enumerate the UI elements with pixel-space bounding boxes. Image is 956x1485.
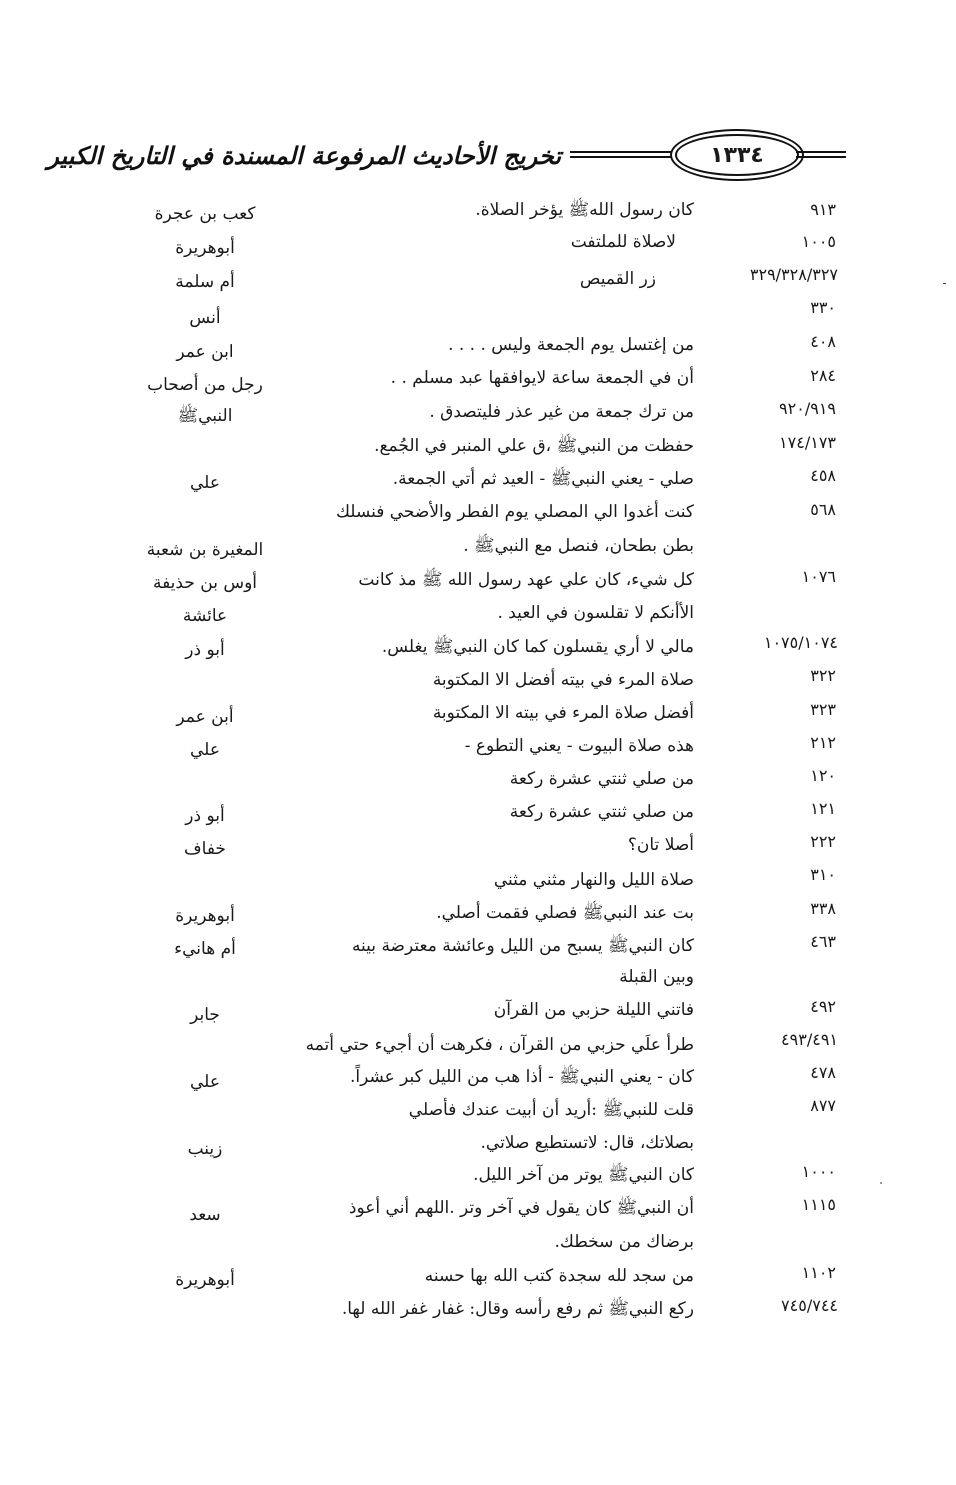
hadith-text: أن النبيﷺ كان يقول في آخر وتر .اللهم أني أعوذ <box>348 1198 694 1218</box>
hadith-text: من صلي ثنتي عشرة ركعة <box>509 802 694 822</box>
entry-number: ٢٨٤ <box>810 366 836 385</box>
narrator-name: علي <box>190 473 220 493</box>
hadith-text: أصلا تان؟ <box>627 835 694 855</box>
hadith-text: بصلاتك، قال: لاتستطيع صلاتي. <box>480 1133 694 1153</box>
narrator-name: ابن عمر <box>176 342 234 362</box>
entry-number: ٤٩٢ <box>810 997 836 1016</box>
entry-number: ١٠٧٦ <box>801 567 836 586</box>
page-number: ١٣٣٤ <box>710 142 764 168</box>
hadith-text: قلت للنبيﷺ :أريد أن أبيت عندك فأصلي <box>408 1100 694 1120</box>
entry-number: ٤٠٨ <box>810 332 836 351</box>
hadith-text: صلي - يعني النبيﷺ - العيد ثم أتي الجمعة. <box>392 469 694 489</box>
narrator-name: سعد <box>189 1205 221 1225</box>
hadith-text: كان النبيﷺ يسبح من الليل وعائشة معترضة بينه <box>351 936 694 956</box>
hadith-text: هذه صلاة البيوت - يعني التطوع - <box>464 736 694 756</box>
hadith-text: كل شيء، كان علي عهد رسول الله ﷺ مذ كانت <box>358 570 694 590</box>
entry-number: ٣١٠ <box>810 865 836 884</box>
scan-speck <box>880 1182 882 1184</box>
narrator-name: أوس بن حذيفة <box>152 573 258 593</box>
hadith-text: طرأ علَي حزبي من القرآن ، فكرهت أن أجيء حتي أتمه <box>305 1035 694 1055</box>
narrator-name: أبوهريرة <box>175 906 235 926</box>
hadith-text: من إغتسل يوم الجمعة وليس . . . . <box>448 335 694 355</box>
narrator-name: علي <box>190 1072 220 1092</box>
narrator-name: جابر <box>190 1005 220 1025</box>
narrator-name: أبو ذر <box>185 640 225 660</box>
hadith-text: كان - يعني النبيﷺ - أذا هب من الليل كبر عشراً. <box>349 1067 694 1087</box>
narrator-name: أبن عمر <box>176 707 234 727</box>
hadith-text: لاصلاة للملتفت <box>570 232 676 252</box>
narrator-name: أنس <box>189 308 221 328</box>
narrator-name: أم سلمة <box>175 272 235 292</box>
narrator-name: عائشة <box>182 606 228 626</box>
entry-number: ٤٦٣ <box>810 932 836 951</box>
hadith-text: بطن بطحان، فنصل مع النبيﷺ . <box>463 536 694 556</box>
entry-number: ١١١٥ <box>801 1195 836 1214</box>
hadith-text: برضاك من سخطك. <box>554 1232 694 1252</box>
narrator-name: خفاف <box>184 839 226 859</box>
entry-number: ١٠٠٠ <box>801 1162 836 1181</box>
entry-number: ٨٧٧ <box>810 1096 836 1115</box>
entry-number: ٤٥٨ <box>810 466 836 485</box>
hadith-text: حفظت من النبيﷺ ،ق علي المنبر في الجُمع. <box>374 436 694 456</box>
narrator-name: أبوهريرة <box>175 1270 235 1290</box>
narrator-name: كعب بن عجرة <box>154 204 256 224</box>
hadith-text: أن في الجمعة ساعة لايوافقها عبد مسلم . . <box>390 368 694 388</box>
hadith-text: من سجد لله سجدة كتب الله بها حسنه <box>424 1266 694 1286</box>
entry-number: ١٧٤/١٧٣ <box>779 433 836 452</box>
narrator-name: علي <box>190 740 220 760</box>
entry-number: ١٠٠٥ <box>801 232 836 251</box>
entry-number: ٩٢٠/٩١٩ <box>779 399 836 418</box>
entry-number: ٤٧٨ <box>810 1063 836 1082</box>
margin-mark <box>943 283 946 284</box>
running-title: تخريج الأحاديث المرفوعة المسندة في التاريخ الكبير <box>47 141 561 170</box>
entry-number: ٥٦٨ <box>810 500 836 519</box>
entry-number: ٧٤٥/٧٤٤ <box>781 1296 838 1315</box>
narrator-name: النبيﷺ <box>177 406 233 426</box>
hadith-text: صلاة المرء في بيته أفضل الا المكتوبة <box>432 670 694 690</box>
narrator-name: المغيرة بن شعبة <box>146 540 264 560</box>
entry-number: ١٢٠ <box>810 766 836 785</box>
hadith-text: من صلي ثنتي عشرة ركعة <box>509 769 694 789</box>
hadith-text: بت عند النبيﷺ فصلي فقمت أصلي. <box>436 903 694 923</box>
hadith-text: زر القميص <box>579 269 656 289</box>
entry-number: ٤٩٣/٤٩١ <box>781 1030 838 1049</box>
narrator-name: رجل من أصحاب <box>147 375 263 395</box>
narrator-name: أم هانيء <box>174 939 236 959</box>
hadith-text: فاتني الليلة حزبي من القرآن <box>493 1000 694 1020</box>
entry-number: ٢١٢ <box>810 733 836 752</box>
entry-number: ١٠٧٥/١٠٧٤ <box>763 633 838 652</box>
entry-number: ٣٣٨ <box>810 899 836 918</box>
hadith-text: من ترك جمعة من غير عذر فليتصدق . <box>429 402 694 422</box>
narrator-name: زينب <box>187 1139 223 1159</box>
entry-number: ٣٢٩/٣٢٨/٣٢٧ <box>749 265 838 284</box>
entry-number: ٣٢٣ <box>810 700 836 719</box>
hadith-text: وبين القبلة <box>619 967 694 987</box>
entry-number: ٣٢٢ <box>810 666 836 685</box>
hadith-text: مالي لا أري يقسلون كما كان النبيﷺ يغلس. <box>381 637 694 657</box>
entry-number: ١١٠٢ <box>801 1263 836 1282</box>
entry-number: ٢٢٢ <box>810 832 836 851</box>
hadith-text: كنت أغدوا الي المصلي يوم الفطر والأضحي فنسلك <box>335 502 694 522</box>
hadith-text: صلاة الليل والنهار مثني مثني <box>493 870 694 890</box>
entry-number: ٣٣٠ <box>810 298 836 317</box>
entry-number: ١٢١ <box>810 799 836 818</box>
hadith-text: أفضل صلاة المرء في بيته الا المكتوبة <box>432 703 694 723</box>
narrator-name: أبوهريرة <box>175 238 235 258</box>
hadith-text: كان رسول اللهﷺ يؤخر الصلاة. <box>475 200 694 220</box>
narrator-name: أبو ذر <box>185 806 225 826</box>
hadith-text: ركع النبيﷺ ثم رفع رأسه وقال: غفار غفر الله لها. <box>341 1299 694 1319</box>
hadith-text: كان النبيﷺ يوتر من آخر الليل. <box>473 1165 694 1185</box>
hadith-text: الأأنكم لا تقلسون في العيد . <box>497 603 694 623</box>
entry-number: ٩١٣ <box>810 200 836 219</box>
